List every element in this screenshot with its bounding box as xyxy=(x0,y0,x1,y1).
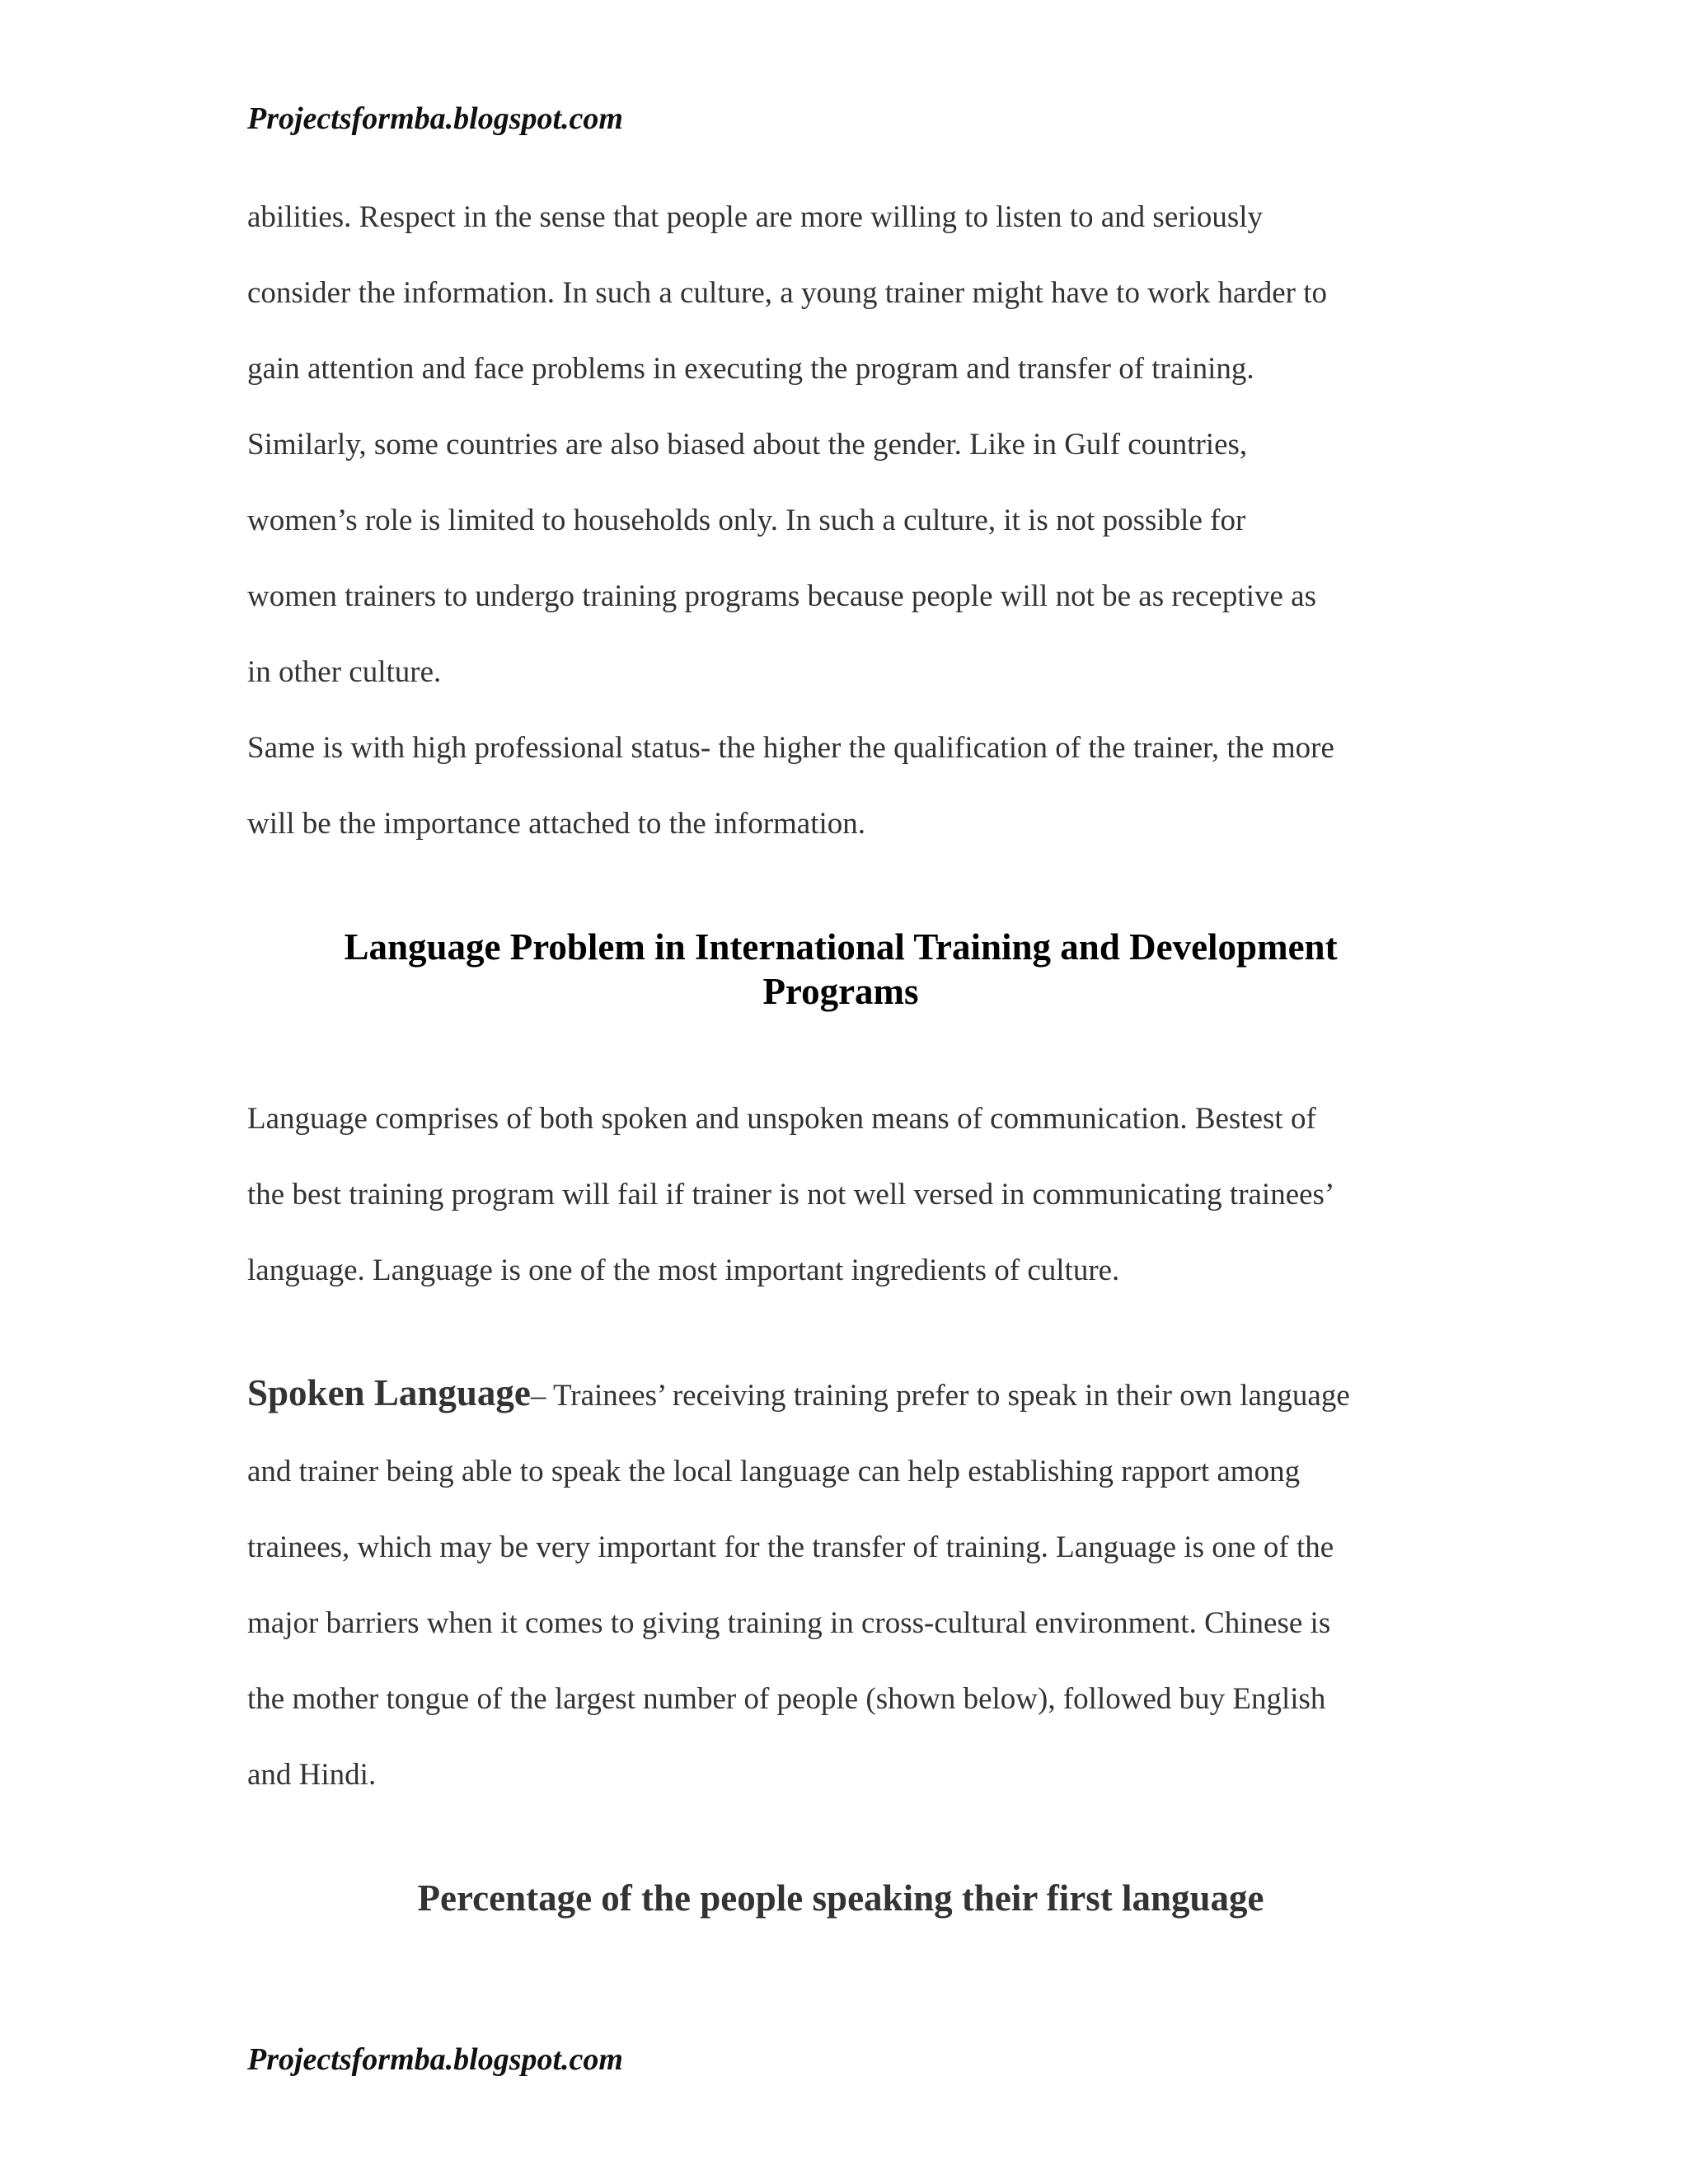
page-header-site: Projectsformba.blogspot.com xyxy=(247,101,623,136)
chart-title: Percentage of the people speaking their first language xyxy=(417,1877,1264,1919)
paragraph-line: consider the information. In such a culture, a young trainer might have to work harder to xyxy=(247,276,1328,310)
paragraph-line: the mother tongue of the largest number of people (shown below), followed buy English xyxy=(247,1682,1326,1716)
paragraph-line: Language comprises of both spoken and unspoken means of communication. Bestest of xyxy=(247,1102,1316,1136)
paragraph-line: women’s role is limited to households only. In such a culture, it is not possible for xyxy=(247,504,1246,537)
paragraph-line: and Hindi. xyxy=(247,1758,377,1792)
paragraph-line: Same is with high professional status- the higher the qualification of the trainer, the more xyxy=(247,731,1334,765)
paragraph-line: the best training program will fail if trainer is not well versed in communicating trainees’ xyxy=(247,1178,1335,1212)
paragraph-line: abilities. Respect in the sense that people are more willing to listen to and seriously xyxy=(247,200,1264,234)
paragraph-line: in other culture. xyxy=(247,655,442,689)
paragraph-line: women trainers to undergo training programs because people will not be as receptive as xyxy=(247,579,1316,613)
spoken-language-first-line xyxy=(247,1373,1350,1416)
paragraph-line: language. Language is one of the most important ingredients of culture. xyxy=(247,1254,1120,1287)
paragraph-line: Similarly, some countries are also biased about the gender. Like in Gulf countries, xyxy=(247,428,1248,462)
section-heading-line-1: Language Problem in International Training and Development xyxy=(344,926,1338,968)
paragraph-line: will be the importance attached to the information. xyxy=(247,807,866,841)
spoken-language-term: Spoken Language xyxy=(247,1372,531,1413)
spoken-language-first-line-text: – Trainees’ receiving training prefer to speak in their own language xyxy=(530,1379,1350,1413)
page-footer-site: Projectsformba.blogspot.com xyxy=(247,2042,623,2077)
paragraph-line: major barriers when it comes to giving training in cross-cultural environment. Chinese is xyxy=(247,1606,1331,1640)
paragraph-line: and trainer being able to speak the local language can help establishing rapport among xyxy=(247,1455,1301,1488)
section-heading-line-2: Programs xyxy=(762,971,919,1012)
paragraph-line: trainees, which may be very important for the transfer of training. Language is one of the xyxy=(247,1530,1334,1564)
paragraph-line: gain attention and face problems in executing the program and transfer of training. xyxy=(247,352,1254,386)
